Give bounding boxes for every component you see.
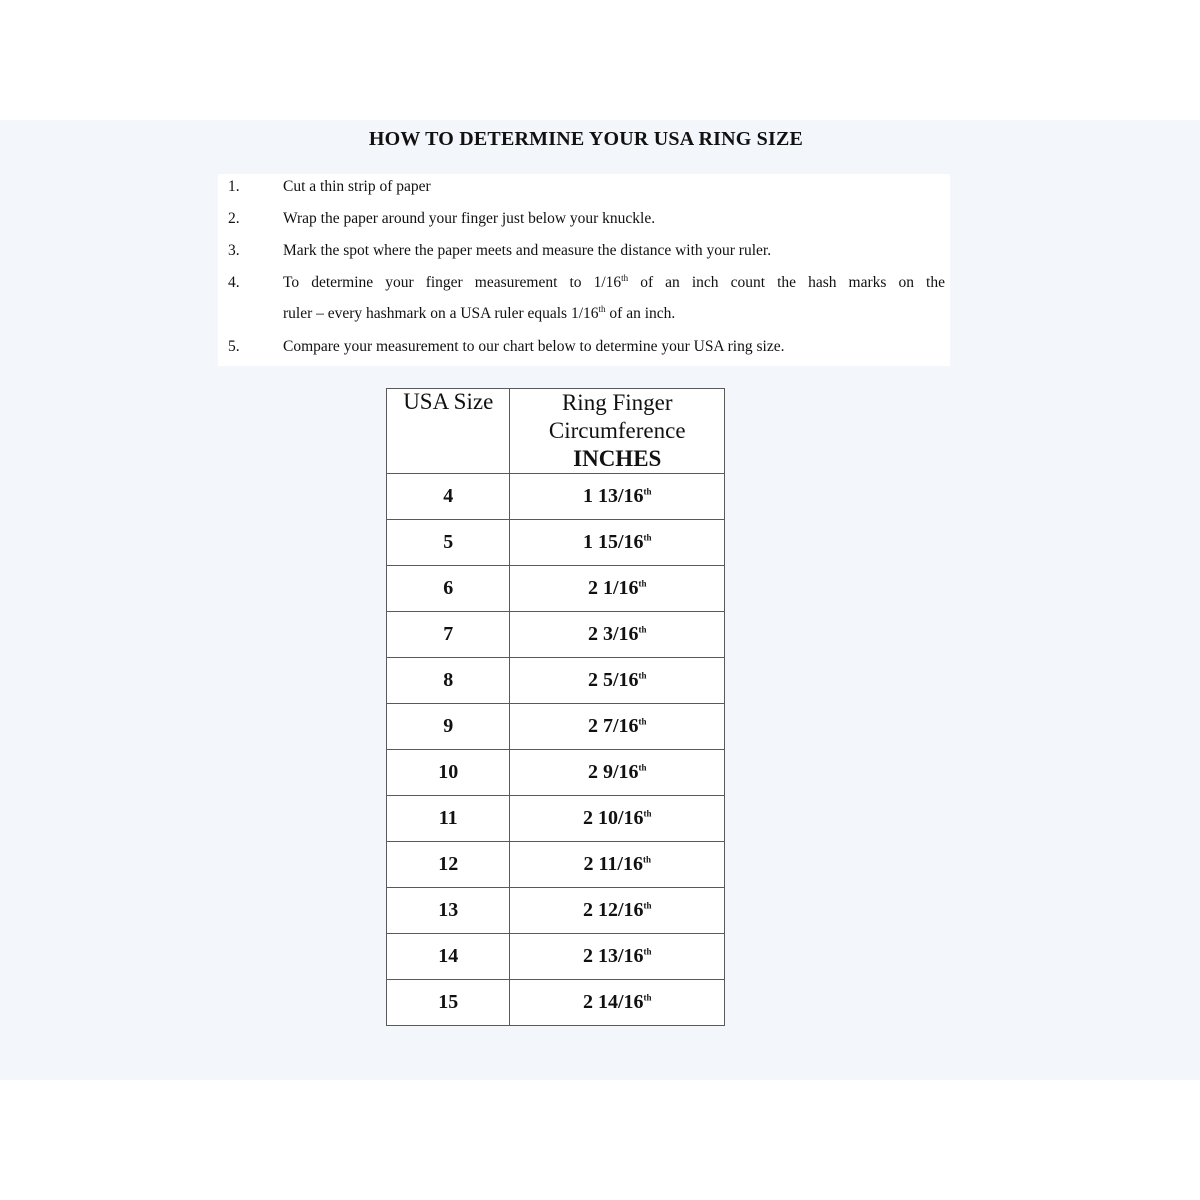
circumference-header: Ring Finger Circumference INCHES — [510, 389, 725, 474]
step-text: Compare your measurement to our chart below to determine your USA ring size. — [283, 338, 785, 355]
table-row — [387, 520, 725, 566]
step-text: Wrap the paper around your finger just below your knuckle. — [283, 210, 656, 227]
table-row — [387, 980, 725, 1026]
step-text: Mark the spot where the paper meets and measure the distance with your ruler. — [283, 242, 772, 259]
table-row — [387, 704, 725, 750]
table-row — [387, 658, 725, 704]
table-row — [387, 888, 725, 934]
usa-size-cell: 9 — [387, 704, 510, 750]
circumference-cell: 2 12/16th — [510, 888, 725, 934]
usa-size-cell: 11 — [387, 796, 510, 842]
circumference-cell: 2 10/16th — [510, 796, 725, 842]
circumference-cell: 2 5/16th — [510, 658, 725, 704]
usa-size-cell: 12 — [387, 842, 510, 888]
usa-size-header: USA Size — [387, 389, 510, 474]
usa-size-cell: 4 — [387, 474, 510, 520]
step-number: 4. — [228, 274, 240, 291]
circumference-cell: 2 9/16th — [510, 750, 725, 796]
ring-size-table — [386, 388, 725, 1026]
step-number: 2. — [228, 210, 240, 227]
page-title: HOW TO DETERMINE YOUR USA RING SIZE — [368, 128, 804, 150]
usa-size-cell: 13 — [387, 888, 510, 934]
step-text: To determine your finger measurement to 1/16th of an inch count the hash marks on the — [283, 272, 945, 291]
table-header-row — [387, 389, 725, 474]
step-text: Cut a thin strip of paper — [283, 178, 431, 195]
step-text: ruler – every hashmark on a USA ruler equals 1/16th of an inch. — [283, 303, 676, 322]
circumference-cell: 2 11/16th — [510, 842, 725, 888]
step-number: 5. — [228, 338, 240, 355]
usa-size-cell: 5 — [387, 520, 510, 566]
circumference-cell: 2 7/16th — [510, 704, 725, 750]
table-row — [387, 796, 725, 842]
table-row — [387, 750, 725, 796]
circumference-cell: 1 15/16th — [510, 520, 725, 566]
usa-size-cell: 6 — [387, 566, 510, 612]
usa-size-cell: 8 — [387, 658, 510, 704]
usa-size-cell: 10 — [387, 750, 510, 796]
usa-size-cell: 7 — [387, 612, 510, 658]
circumference-cell: 1 13/16th — [510, 474, 725, 520]
table-row — [387, 934, 725, 980]
table-row — [387, 842, 725, 888]
table-row — [387, 612, 725, 658]
circumference-cell: 2 1/16th — [510, 566, 725, 612]
usa-size-cell: 15 — [387, 980, 510, 1026]
circumference-cell: 2 14/16th — [510, 980, 725, 1026]
circumference-cell: 2 13/16th — [510, 934, 725, 980]
table-row — [387, 566, 725, 612]
step-number: 3. — [228, 242, 240, 259]
circumference-cell: 2 3/16th — [510, 612, 725, 658]
table-row — [387, 474, 725, 520]
usa-size-cell: 14 — [387, 934, 510, 980]
step-number: 1. — [228, 178, 240, 195]
